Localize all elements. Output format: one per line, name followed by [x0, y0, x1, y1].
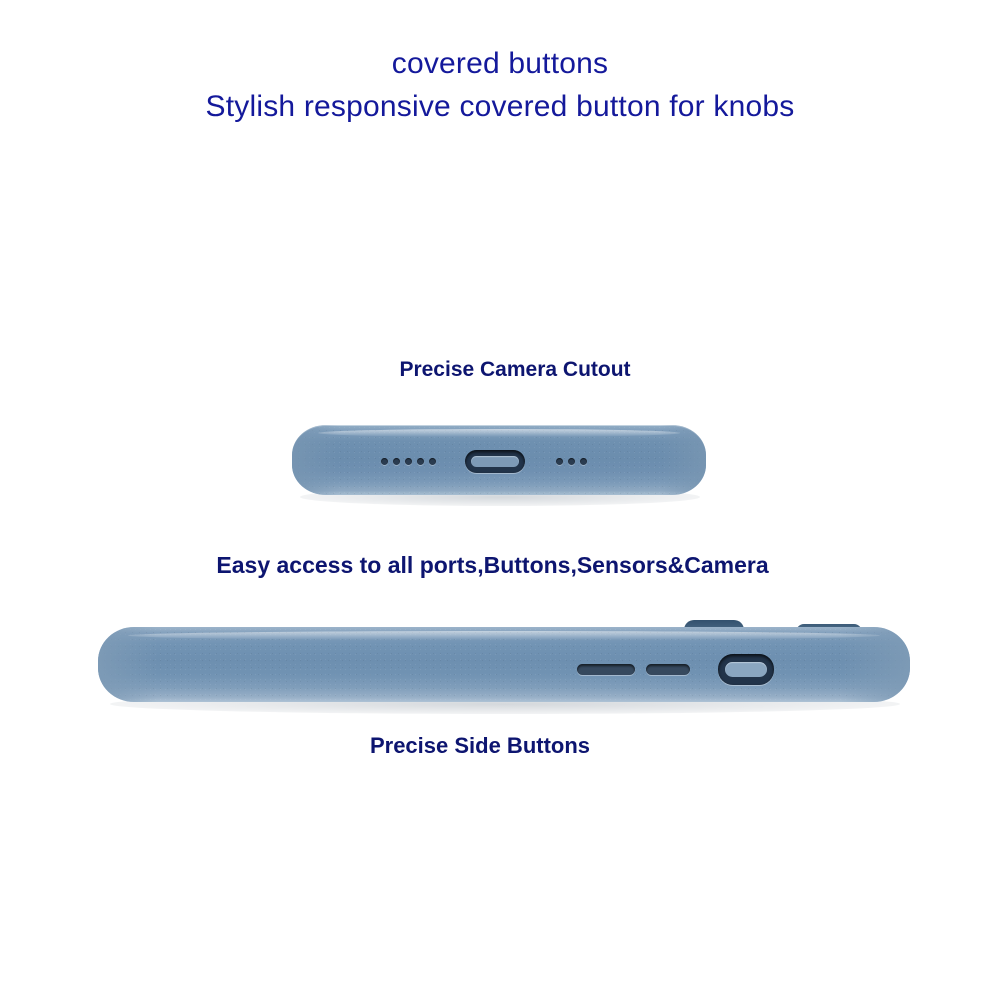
caption-precise-camera-cutout: Precise Camera Cutout [399, 358, 631, 381]
phone-case-bottom-edge-view [292, 425, 706, 495]
case-corner-right [840, 627, 910, 702]
microphone-hole [568, 458, 575, 465]
case-corner-right [660, 425, 706, 495]
speaker-hole [405, 458, 412, 465]
headline [0, 42, 1000, 128]
microphone-holes-right [556, 458, 587, 465]
headline-line-2: Stylish responsive covered button for knobs [205, 90, 795, 123]
headline-line-1: covered buttons [391, 47, 609, 80]
case-body-side-edge [98, 627, 910, 702]
caption-precise-side-buttons: Precise Side Buttons [369, 733, 591, 758]
case-body-bottom-edge [292, 425, 706, 495]
volume-button-cutout [577, 664, 635, 675]
speaker-hole [393, 458, 400, 465]
speaker-holes-left [381, 458, 436, 465]
edge-highlight [318, 429, 680, 437]
power-button-cutout [646, 664, 690, 675]
usb-c-port-cutout-side [718, 654, 774, 685]
speaker-hole [429, 458, 436, 465]
microphone-hole [580, 458, 587, 465]
case-corner-left [98, 627, 158, 702]
microphone-hole [556, 458, 563, 465]
speaker-hole [417, 458, 424, 465]
usb-c-port-inner [471, 456, 519, 467]
leather-texture [98, 627, 910, 702]
caption-easy-access-ports: Easy access to all ports,Buttons,Sensors&Camera [216, 552, 769, 578]
usb-c-port-cutout [465, 450, 525, 473]
edge-highlight [128, 631, 880, 640]
case-corner-left [292, 425, 338, 495]
usb-c-port-inner [725, 662, 767, 677]
speaker-hole [381, 458, 388, 465]
phone-case-side-edge-view [98, 627, 910, 702]
